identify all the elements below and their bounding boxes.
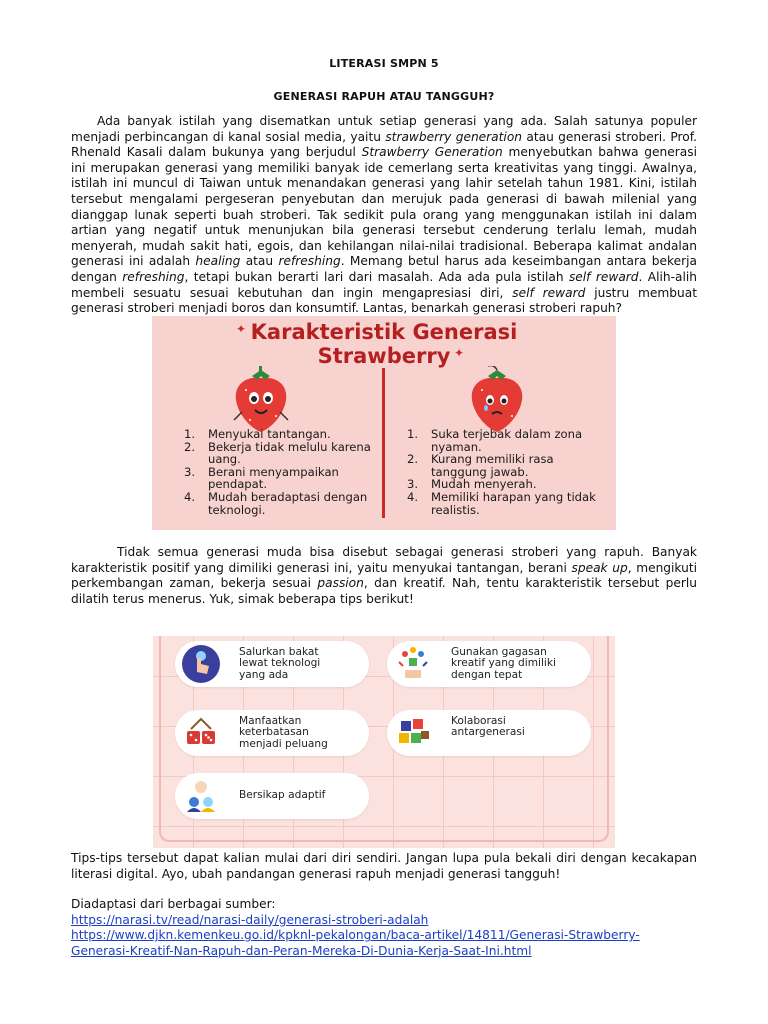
list-item: 4. Mudah beradaptasi dengan teknologi. <box>184 489 368 517</box>
sources-label: Diadaptasi dari berbagai sumber: <box>71 897 276 911</box>
tip-card-2: Gunakan gagasan kreatif yang dimiliki dengan tepat <box>387 641 591 687</box>
tips-infographic <box>153 636 615 848</box>
tip-card-3: Manfaatkan keterbatasan menjadi peluang <box>175 710 369 756</box>
touch-tech-icon <box>181 644 221 684</box>
list-item: 3. Berani menyampaikan pendapat. <box>184 464 339 492</box>
source-link-narasi[interactable]: https://narasi.tv/read/narasi-daily/generasi-stroberi-adalah <box>71 912 429 927</box>
collaboration-icon <box>393 713 433 753</box>
dice-icon <box>181 713 221 753</box>
infographic-title-line2: Strawberry <box>317 344 451 368</box>
infographic-title-line1: Karakteristik Generasi <box>250 320 518 344</box>
list-item: 3. Mudah menyerah. <box>407 477 537 492</box>
list-item: 1. Suka terjebak dalam zona nyaman. <box>407 427 583 454</box>
document-title: LITERASI SMPN 5 <box>329 57 439 70</box>
closing-paragraph: Tips-tips tersebut dapat kalian mulai dari diri sendiri. Jangan lupa pula bekali diri dengan kecakapan literasi digital. Ayo, ubah pandangan generasi rapuh menjadi generasi tangguh! <box>71 851 697 881</box>
adaptive-people-icon <box>181 776 221 816</box>
list-item: 2. Kurang memiliki rasa tanggung jawab. <box>407 452 554 479</box>
tips-intro-paragraph: Tidak semua generasi muda bisa disebut sebagai generasi stroberi yang rapuh. Banyak karakteristik positif yang dimiliki generasi ini, yaitu menyukai tantangan, berani speak up, mengikuti perkembangan zaman, bekerja sesuai passion, dan kreatif. Nah, tentu karakteristik tersebut perlu dilatih terus menerus. Yuk, simak beberapa tips berikut! <box>71 545 698 606</box>
tip-card-4: Kolaborasi antargenerasi <box>387 710 591 756</box>
list-item: 2. Bekerja tidak melulu karena uang. <box>184 439 371 467</box>
list-item: 1. Menyukai tantangan. <box>184 427 331 441</box>
negative-traits-list <box>407 428 607 516</box>
sparkle-icon: ✦ <box>236 322 247 336</box>
sources-section <box>71 897 697 959</box>
happy-strawberry-icon <box>230 366 292 434</box>
source-link-djkn[interactable]: https://www.djkn.kemenkeu.go.id/kpknl-pekalongan/baca-artikel/14811/Generasi-Strawberry-Generasi-Kreatif-Nan-Rapuh-dan-Peran-Mereka-Di-Dunia-Kerja-Saat-Ini.html <box>71 928 640 958</box>
center-divider <box>382 368 385 518</box>
list-item: 4. Memiliki harapan yang tidak realistis. <box>407 489 596 517</box>
sad-strawberry-icon <box>466 366 528 434</box>
positive-traits-list <box>184 428 382 516</box>
creative-hand-icon <box>393 644 433 684</box>
tip-card-5: Bersikap adaptif <box>175 773 369 819</box>
strawberry-characteristics-infographic <box>152 316 616 530</box>
intro-paragraph: Ada banyak istilah yang disematkan untuk setiap generasi yang ada. Salah satunya populer menjadi perbincangan di kanal sosial media, yaitu strawberry generation atau generasi stroberi. Prof. Rhenald Kasali dalam bukunya yang berjudul Strawberry Generation menyebutkan bahwa generasi ini merupakan generasi yang memiliki banyak ide cemerlang serta kreativitas yang tinggi. Awalnya, istilah ini muncul di Taiwan untuk menandakan generasi yang lahir setelah tahun 1981. Kini, istilah tersebut mengalami pergeseran penyebutan dan merujuk pada generasi di bawah milenial yang dianggap lunak seperti buah stroberi. Tak sedikit pula orang yang menggunakan istilah ini dalam artian yang negatif untuk menunjukan bila generasi tersebut cenderung terlalu lemah, mudah menyerah, mudah sakit hati, egois, dan kehilangan nilai-nilai tradisional. Beberapa kalimat andalan generasi ini adalah healing atau refreshing. Memang betul harus ada keseimbangan antara bekerja dengan refreshing, tetapi bukan berarti lari dari masalah. Ada ada pula istilah self reward. Alih-alih membeli sesuatu sesuai kebutuhan dan ingin mengapresiasi diri, self reward justru membuat generasi stroberi menjadi boros dan konsumtif. Lantas, benarkah generasi stroberi rapuh? <box>71 114 698 316</box>
sparkle-icon: ✦ <box>454 346 465 360</box>
article-title: GENERASI RAPUH ATAU TANGGUH? <box>273 90 495 103</box>
tip-card-1: Salurkan bakat lewat teknologi yang ada <box>175 641 369 687</box>
